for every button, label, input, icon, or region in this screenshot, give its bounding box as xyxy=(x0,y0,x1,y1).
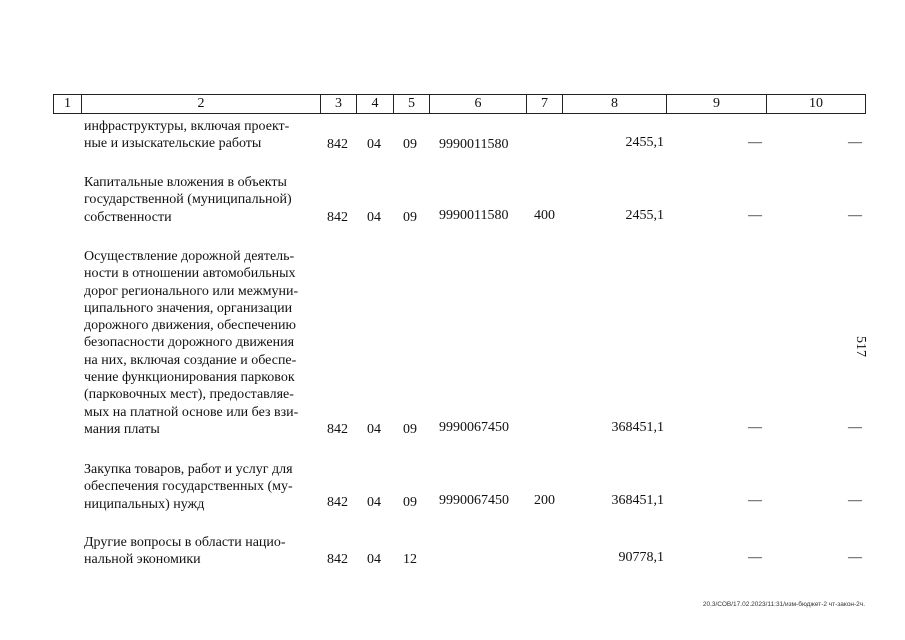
desc-line: государственной (муниципальной) xyxy=(84,192,292,208)
col-5-value: 09 xyxy=(403,210,417,225)
desc-line: чение функционирования парковок xyxy=(84,370,295,386)
desc-line: на них, включая создание и обеспе- xyxy=(84,352,297,368)
header-col-4: 4 xyxy=(357,95,394,113)
col-9-value: — xyxy=(748,135,762,150)
header-col-5: 5 xyxy=(394,95,430,113)
desc-line: инфраструктуры, включая проект- xyxy=(84,119,290,134)
desc-line: Другие вопросы в области нацио- xyxy=(84,535,286,550)
desc-line: Закупка товаров, работ и услуг для xyxy=(84,462,293,477)
desc-line: дорог регионального или межмуни- xyxy=(84,283,299,299)
header-col-7: 7 xyxy=(527,95,563,113)
header-col-10: 10 xyxy=(809,96,823,111)
header-col-9: 9 xyxy=(667,95,767,113)
col-10-value: — xyxy=(848,550,862,565)
col-4-value: 04 xyxy=(367,210,381,225)
col-3-value: 842 xyxy=(327,495,348,510)
col-3-value: 842 xyxy=(327,210,348,225)
col-10-value: — xyxy=(848,420,862,435)
col-9-value: — xyxy=(748,493,762,508)
desc-line: безопасности дорожного движения xyxy=(84,335,295,351)
col-5-value: 09 xyxy=(403,137,417,152)
desc-line: ципального значения, организации xyxy=(84,300,293,316)
col-5-value: 09 xyxy=(403,495,417,510)
header-col-6: 6 xyxy=(430,95,527,113)
desc-line: ности в отношении автомобильных xyxy=(84,266,296,282)
desc-line: дорожного движения, обеспечению xyxy=(84,318,296,334)
col-5-value: 12 xyxy=(403,552,417,567)
col-8-value: 368451,1 xyxy=(611,493,664,508)
col-5-value: 09 xyxy=(403,422,417,437)
row-description xyxy=(84,174,320,226)
row-description xyxy=(84,534,320,569)
desc-line: Капитальные вложения в объекты xyxy=(84,175,287,190)
col-6-value: 9990067450 xyxy=(439,493,509,508)
row-description xyxy=(84,461,320,513)
desc-line: мания платы xyxy=(84,421,160,437)
col-7-value: 400 xyxy=(534,208,555,223)
col-4-value: 04 xyxy=(367,552,381,567)
header-col-8: 8 xyxy=(563,95,667,113)
desc-line: ниципальных) нужд xyxy=(84,496,205,512)
header-col-2: 2 xyxy=(82,95,321,113)
col-8-value: 368451,1 xyxy=(611,420,664,435)
desc-line: ные и изыскательские работы xyxy=(84,136,262,152)
header-col-1: 1 xyxy=(54,95,82,113)
col-3-value: 842 xyxy=(327,422,348,437)
col-3-value: 842 xyxy=(327,552,348,567)
col-7-value: 200 xyxy=(534,493,555,508)
col-6-value: 9990067450 xyxy=(439,420,509,435)
col-4-value: 04 xyxy=(367,422,381,437)
desc-line: собственности xyxy=(84,209,172,225)
col-9-value: — xyxy=(748,208,762,223)
col-6-value: 9990011580 xyxy=(439,208,509,223)
col-8-value: 2455,1 xyxy=(625,135,664,150)
col-4-value: 04 xyxy=(367,137,381,152)
col-3-value: 842 xyxy=(327,137,348,152)
col-10-value: — xyxy=(848,208,862,223)
col-10-value: — xyxy=(848,493,862,508)
table-header-row xyxy=(53,94,866,114)
header-col-3: 3 xyxy=(321,95,357,113)
col-10-value: — xyxy=(848,135,862,150)
row-description xyxy=(84,248,320,438)
desc-line: мых на платной основе или без взи- xyxy=(84,404,299,420)
desc-line: обеспечения государственных (му- xyxy=(84,479,293,495)
row-description xyxy=(84,118,320,153)
page-number: 517 xyxy=(853,336,868,357)
col-9-value: — xyxy=(748,420,762,435)
desc-line: Осуществление дорожной деятель- xyxy=(84,249,295,264)
desc-line: нальной экономики xyxy=(84,552,201,568)
col-6-value: 9990011580 xyxy=(439,137,509,152)
footer-stamp: 20.3/СОВ/17.02.2023/11:31/изм-бюджет-2 чт-закон-2ч. xyxy=(702,601,865,608)
col-9-value: — xyxy=(748,550,762,565)
col-8-value: 2455,1 xyxy=(625,208,664,223)
col-4-value: 04 xyxy=(367,495,381,510)
col-8-value: 90778,1 xyxy=(618,550,664,565)
desc-line: (парковочных мест), предоставляе- xyxy=(84,387,294,403)
